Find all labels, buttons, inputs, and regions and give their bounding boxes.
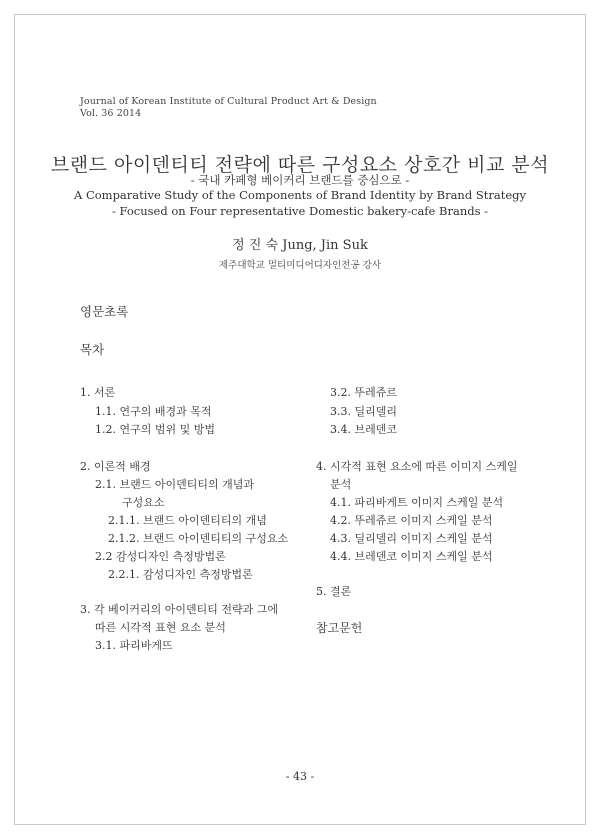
- toc-item[interactable]: 3.2. 뚜레쥬르: [330, 386, 397, 399]
- author-affiliation: 제주대학교 멀티미디어디자인전공 강사: [218, 260, 382, 271]
- toc-item[interactable]: 2.1.2. 브랜드 아이덴티티의 구성요소: [108, 532, 289, 545]
- toc-item[interactable]: 3.3. 딜리델리: [330, 405, 397, 418]
- abstract-heading: 영문초록: [80, 304, 129, 319]
- english-title: A Comparative Study of the Components of Brand Identity by Brand Strategy: [73, 188, 526, 202]
- toc-item[interactable]: 3. 각 베이커리의 아이덴티티 전략과 그에: [80, 603, 278, 616]
- toc-item[interactable]: 3.1. 파리바게뜨: [95, 639, 173, 652]
- toc-item[interactable]: 따른 시각적 표현 요소 분석: [95, 621, 226, 634]
- toc-item[interactable]: 분석: [330, 478, 352, 491]
- toc-item[interactable]: 5. 결론: [316, 585, 352, 598]
- toc-item[interactable]: 참고문헌: [316, 621, 363, 635]
- journal-name: Journal of Korean Institute of Cultural Product Art & Design: [80, 96, 377, 107]
- korean-subtitle: - 국내 카페형 베이커리 브랜드를 중심으로 -: [190, 173, 410, 187]
- toc-item[interactable]: 2.1.1. 브랜드 아이덴티티의 개념: [108, 514, 267, 527]
- toc-item[interactable]: 4.4. 브레덴코 이미지 스케일 분석: [330, 550, 493, 563]
- toc-item[interactable]: 2.2.1. 감성디자인 측정방법론: [108, 568, 253, 581]
- toc-item[interactable]: 4. 시각적 표현 요소에 따른 이미지 스케일: [316, 460, 518, 473]
- journal-volume: Vol. 36 2014: [80, 108, 142, 119]
- page-border: [14, 14, 586, 825]
- toc-item[interactable]: 구성요소: [122, 496, 165, 509]
- toc-item[interactable]: 2. 이론적 배경: [80, 460, 151, 473]
- contents-heading: 목차: [80, 342, 105, 357]
- korean-title: 브랜드 아이덴티티 전략에 따른 구성요소 상호간 비교 분석: [50, 154, 550, 176]
- author-name: 정 진 숙 Jung, Jin Suk: [232, 238, 368, 253]
- page-number: - 43 -: [285, 770, 315, 783]
- toc-item[interactable]: 4.1. 파리바게트 이미지 스케일 분석: [330, 496, 504, 509]
- english-subtitle: - Focused on Four representative Domestic bakery-cafe Brands -: [111, 204, 489, 218]
- toc-item[interactable]: 1.2. 연구의 범위 및 방법: [95, 423, 215, 436]
- toc-item[interactable]: 4.3. 딜리델리 이미지 스케일 분석: [330, 532, 493, 545]
- toc-item[interactable]: 4.2. 뚜레쥬르 이미지 스케일 분석: [330, 514, 493, 527]
- toc-item[interactable]: 1.1. 연구의 배경과 목적: [95, 405, 212, 418]
- toc-item[interactable]: 2.2 감성디자인 측정방법론: [95, 550, 226, 563]
- toc-item[interactable]: 2.1. 브랜드 아이덴티티의 개념과: [95, 478, 254, 491]
- toc-item[interactable]: 3.4. 브레덴코: [330, 423, 397, 436]
- toc-item[interactable]: 1. 서론: [80, 386, 116, 399]
